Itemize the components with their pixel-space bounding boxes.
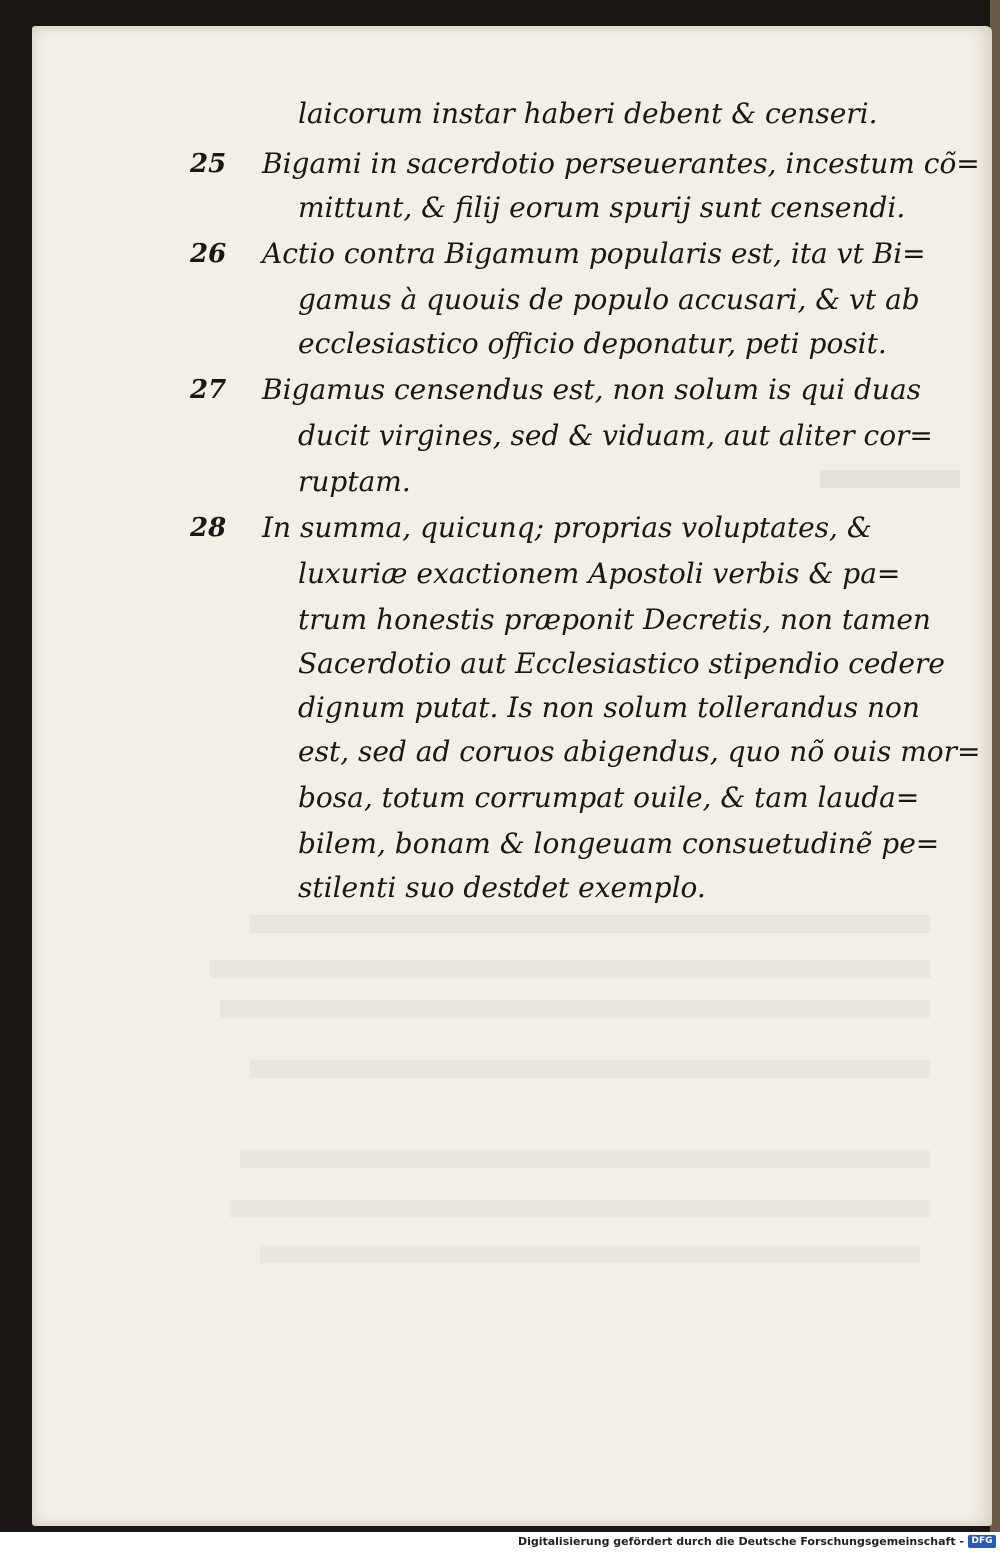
text-line: Actio contra Bigamum popularis est, ita vt Bi= [262,237,926,270]
text-line: mittunt, & filij eorum spurij sunt censendi. [298,191,906,224]
paragraph-number: 27 [190,375,227,405]
dfg-logo: DFG [968,1535,996,1548]
text-line: Bigamus censendus est, non solum is qui duas [262,373,922,406]
text-line: bosa, totum corrumpat ouile, & tam lauda= [298,781,920,814]
text-line: ruptam. [298,465,411,498]
digitization-credit: Digitalisierung gefördert durch die Deutsche Forschungsgemeinschaft - [517,1535,964,1548]
paragraph-number: 28 [190,513,227,543]
text-line: laicorum instar haberi debent & censeri. [298,97,878,130]
text-line: dignum putat. Is non solum tollerandus non [298,691,920,724]
paragraph-number: 25 [190,149,227,179]
text-line: trum honestis præponit Decretis, non tamen [298,603,931,636]
text-line: Bigami in sacerdotio perseuerantes, incestum cõ= [262,147,980,180]
text-line: Sacerdotio aut Ecclesiastico stipendio cedere [298,647,945,680]
paragraph-number: 26 [190,239,227,269]
text-line: luxuriæ exactionem Apostoli verbis & pa= [298,557,901,590]
text-line: gamus à quouis de populo accusari, & vt ab [298,283,920,316]
text-line: ducit virgines, sed & viduam, aut aliter cor= [298,419,933,452]
text-line: In summa, quicunq; proprias voluptates, & [262,511,872,544]
text-line: ecclesiastico officio deponatur, peti posit. [298,327,887,360]
text-line: stilenti suo destdet exemplo. [298,871,706,904]
text-line: est, sed ad coruos abigendus, quo nõ ouis mor= [298,735,981,768]
text-line: bilem, bonam & longeuam consuetudinẽ pe= [298,827,940,860]
